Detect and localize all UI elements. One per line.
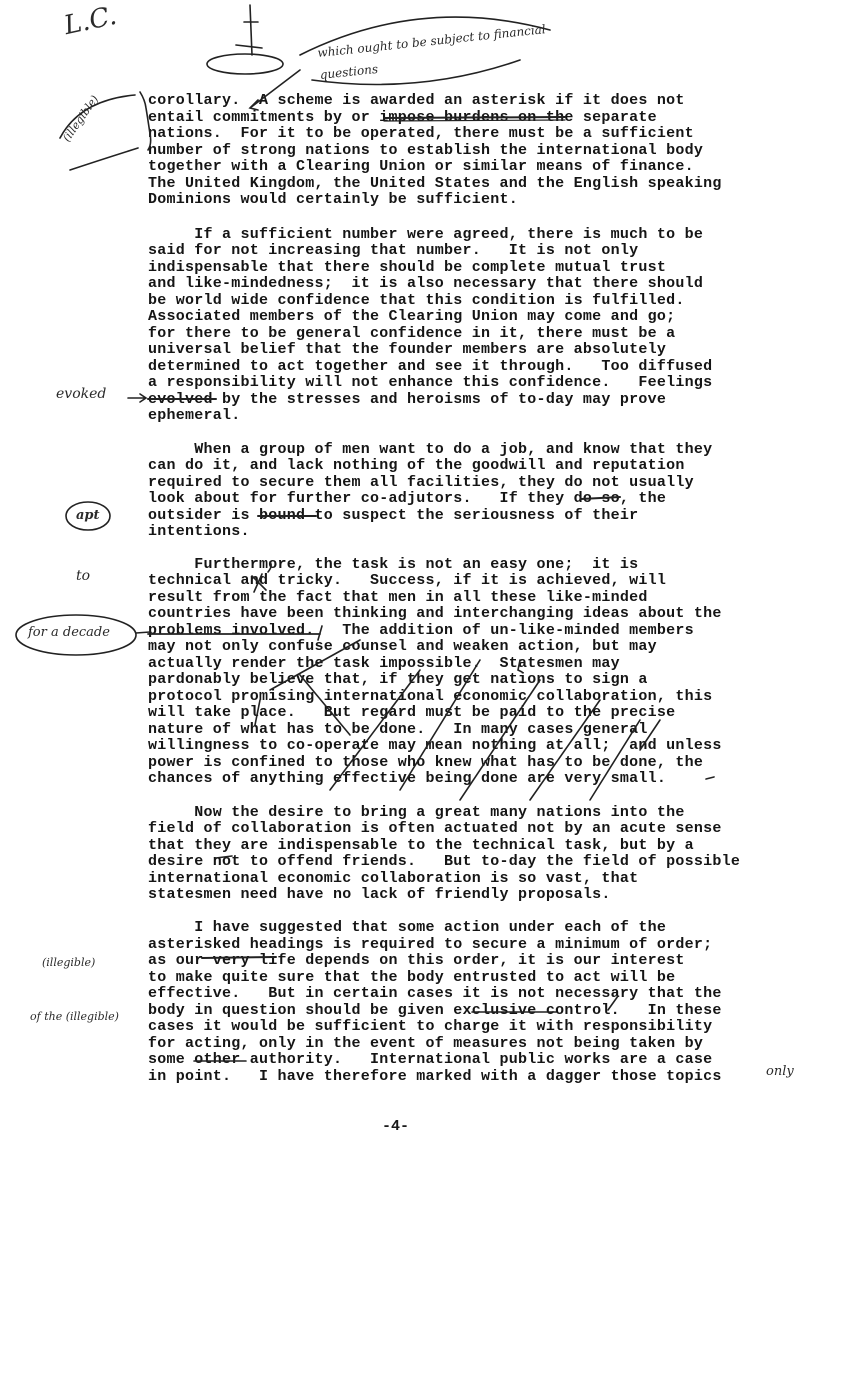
- text-line: body in question should be given exclusive control. In these: [148, 1002, 722, 1019]
- text-line: Furthermore, the task is not an easy one; it is: [148, 556, 639, 573]
- text-line: will take place. But regard must be paid to the precise: [148, 704, 676, 721]
- text-line: nature of what has to be done. In many cases general: [148, 721, 648, 738]
- text-line: Associated members of the Clearing Union may come and go;: [148, 308, 676, 325]
- text-line: countries have been thinking and interchanging ideas about the: [148, 605, 722, 622]
- text-line: indispensable that there should be complete mutual trust: [148, 259, 667, 276]
- handwritten-to: to: [76, 568, 91, 584]
- handwritten-only: only: [766, 1064, 794, 1079]
- text-line: be world wide confidence that this condition is fulfilled.: [148, 292, 685, 309]
- text-line: asterisked headings is required to secure a minimum of order;: [148, 936, 713, 953]
- text-line: effective. But in certain cases it is not necessary that the: [148, 985, 722, 1002]
- handwritten-initials: L.C.: [61, 0, 120, 42]
- text-line: said for not increasing that number. It is not only: [148, 242, 639, 259]
- text-line: intentions.: [148, 523, 250, 540]
- text-line: cases it would be sufficient to charge it with responsibility: [148, 1018, 713, 1035]
- text-line: statesmen need have no lack of friendly proposals.: [148, 886, 611, 903]
- text-line: and like-mindedness; it is also necessary that there should: [148, 275, 704, 292]
- handwritten-for-a-decade: for a decade: [28, 625, 110, 640]
- text-line: result from the fact that men in all these like-minded: [148, 589, 648, 606]
- text-line: to make quite sure that the body entrusted to act will be: [148, 969, 676, 986]
- text-line: that they are indispensable to the technical task, but by a: [148, 837, 694, 854]
- text-line: protocol promising international economic collaboration, this: [148, 688, 713, 705]
- text-line: international economic collaboration is so vast, that: [148, 870, 639, 887]
- handwritten-apt: apt: [76, 508, 100, 523]
- text-line: for there to be general confidence in it, there must be a: [148, 325, 676, 342]
- text-line: When a group of men want to do a job, and know that they: [148, 441, 713, 458]
- text-line: number of strong nations to establish the international body: [148, 142, 704, 159]
- text-line: entail commitments by or impose burdens on the separate: [148, 109, 657, 126]
- text-line: universal belief that the founder members are absolutely: [148, 341, 667, 358]
- text-line: outsider is bound to suspect the seriousness of their: [148, 507, 639, 524]
- text-line: Now the desire to bring a great many nations into the: [148, 804, 685, 821]
- text-line: required to secure them all facilities, they do not usually: [148, 474, 694, 491]
- text-line: as our very life depends on this order, it is our interest: [148, 952, 685, 969]
- text-line: If a sufficient number were agreed, there is much to be: [148, 226, 704, 243]
- text-line: chances of anything effective being done are very small.: [148, 770, 667, 787]
- text-line: in point. I have therefore marked with a dagger those topics: [148, 1068, 722, 1085]
- text-line: look about for further co-adjutors. If they do so, the: [148, 490, 667, 507]
- text-line: for acting, only in the event of measures not being taken by: [148, 1035, 704, 1052]
- text-line: actually render the task impossible. Statesmen may: [148, 655, 620, 672]
- text-line: Dominions would certainly be sufficient.: [148, 191, 519, 208]
- text-line: pardonably believe that, if they get nations to sign a: [148, 671, 648, 688]
- handwritten-left-lower-2: of the (illegible): [30, 1010, 119, 1023]
- handwritten-margin-note: (illegible): [60, 92, 102, 145]
- text-line: evolved by the stresses and heroisms of to-day may prove: [148, 391, 667, 408]
- text-line: may not only confuse counsel and weaken action, but may: [148, 638, 657, 655]
- text-line: The United Kingdom, the United States and the English speaking: [148, 175, 722, 192]
- text-line: some other authority. International public works are a case: [148, 1051, 713, 1068]
- text-line: power is confined to those who knew what has to be done, the: [148, 754, 704, 771]
- text-line: together with a Clearing Union or similar means of finance.: [148, 158, 694, 175]
- text-line: determined to act together and see it through. Too diffused: [148, 358, 713, 375]
- text-line: desire not to offend friends. But to-day the field of possible: [148, 853, 741, 870]
- handwritten-left-lower-1: (illegible): [42, 956, 96, 969]
- text-line: can do it, and lack nothing of the goodwill and reputation: [148, 457, 685, 474]
- text-line: problems involved. The addition of un-like-minded members: [148, 622, 694, 639]
- text-line: willingness to co-operate may mean nothing at all; and unless: [148, 737, 722, 754]
- text-line: corollary. A scheme is awarded an asterisk if it does not: [148, 92, 685, 109]
- text-line: I have suggested that some action under each of the: [148, 919, 667, 936]
- handwritten-note-top: which ought to be subject to financial questions: [316, 22, 547, 82]
- text-line: ephemeral.: [148, 407, 241, 424]
- page-number: -4-: [382, 1118, 410, 1135]
- handwritten-evoked: evoked: [56, 386, 107, 402]
- text-line: a responsibility will not enhance this confidence. Feelings: [148, 374, 713, 391]
- text-line: technical and tricky. Success, if it is achieved, will: [148, 572, 667, 589]
- text-line: nations. For it to be operated, there must be a sufficient: [148, 125, 694, 142]
- text-line: field of collaboration is often actuated not by an acute sense: [148, 820, 722, 837]
